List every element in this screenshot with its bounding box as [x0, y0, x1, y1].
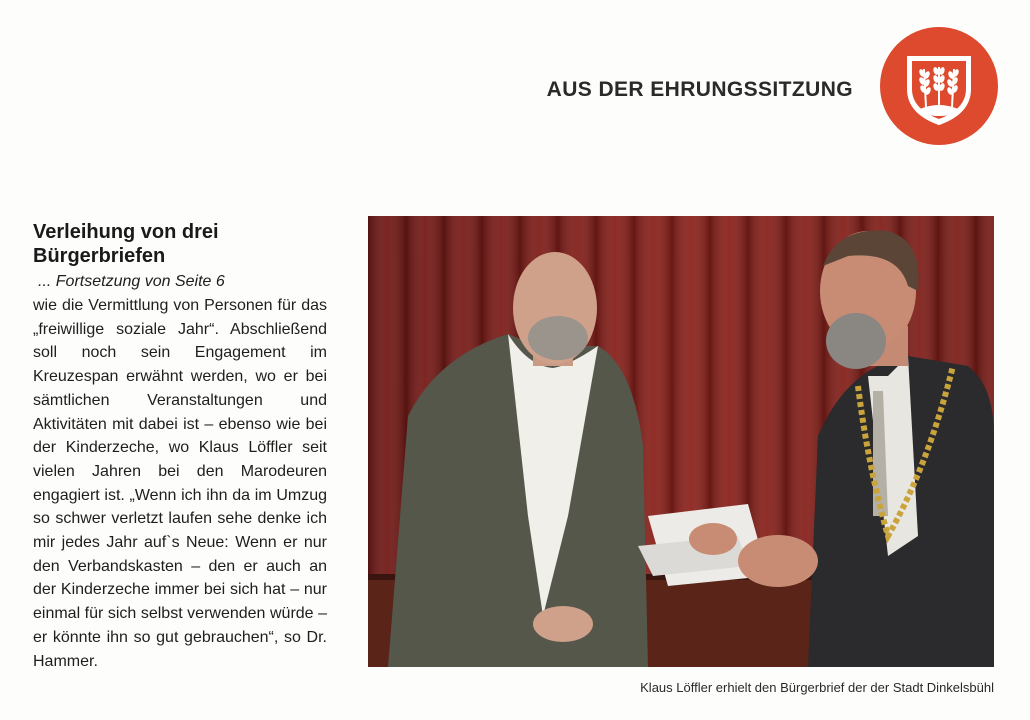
- photo-caption: Klaus Löffler erhielt den Bürgerbrief der der Stadt Dinkelsbühl: [640, 680, 994, 695]
- ceremony-photo: [368, 216, 994, 667]
- article-headline: Verleihung von drei Bürgerbriefen: [33, 221, 219, 267]
- continued-note: ... Fortsetzung von Seite 6: [38, 273, 225, 290]
- coat-of-arms-icon: [880, 27, 998, 145]
- section-title: AUS DER EHRUNGSSITZUNG: [546, 78, 853, 101]
- article-body: wie die Vermittlung von Personen für das „freiwillige soziale Jahr“. Abschließend soll noch sein Engagement im Kreuzespan erwähnt werden, wo er bei sämtlichen Veranstaltungen und Aktivitäten mit dabei ist – ebenso wie bei der Kinderzeche, wo Klaus Löffler seit vielen Jahren bei den Marodeuren engagiert ist. „Wenn ich ihn da im Umzug so schwer verletzt laufen sehe denke ich mir jedes Jahr auf`s Neue: Wenn er nur den Verbandskasten – den er auch an der Kinderzeche immer bei sich hat – nur einmal für sich selbst verwenden würde – er könnte ihn so gut gebrauchen“, so Dr. Hammer.: [33, 297, 327, 670]
